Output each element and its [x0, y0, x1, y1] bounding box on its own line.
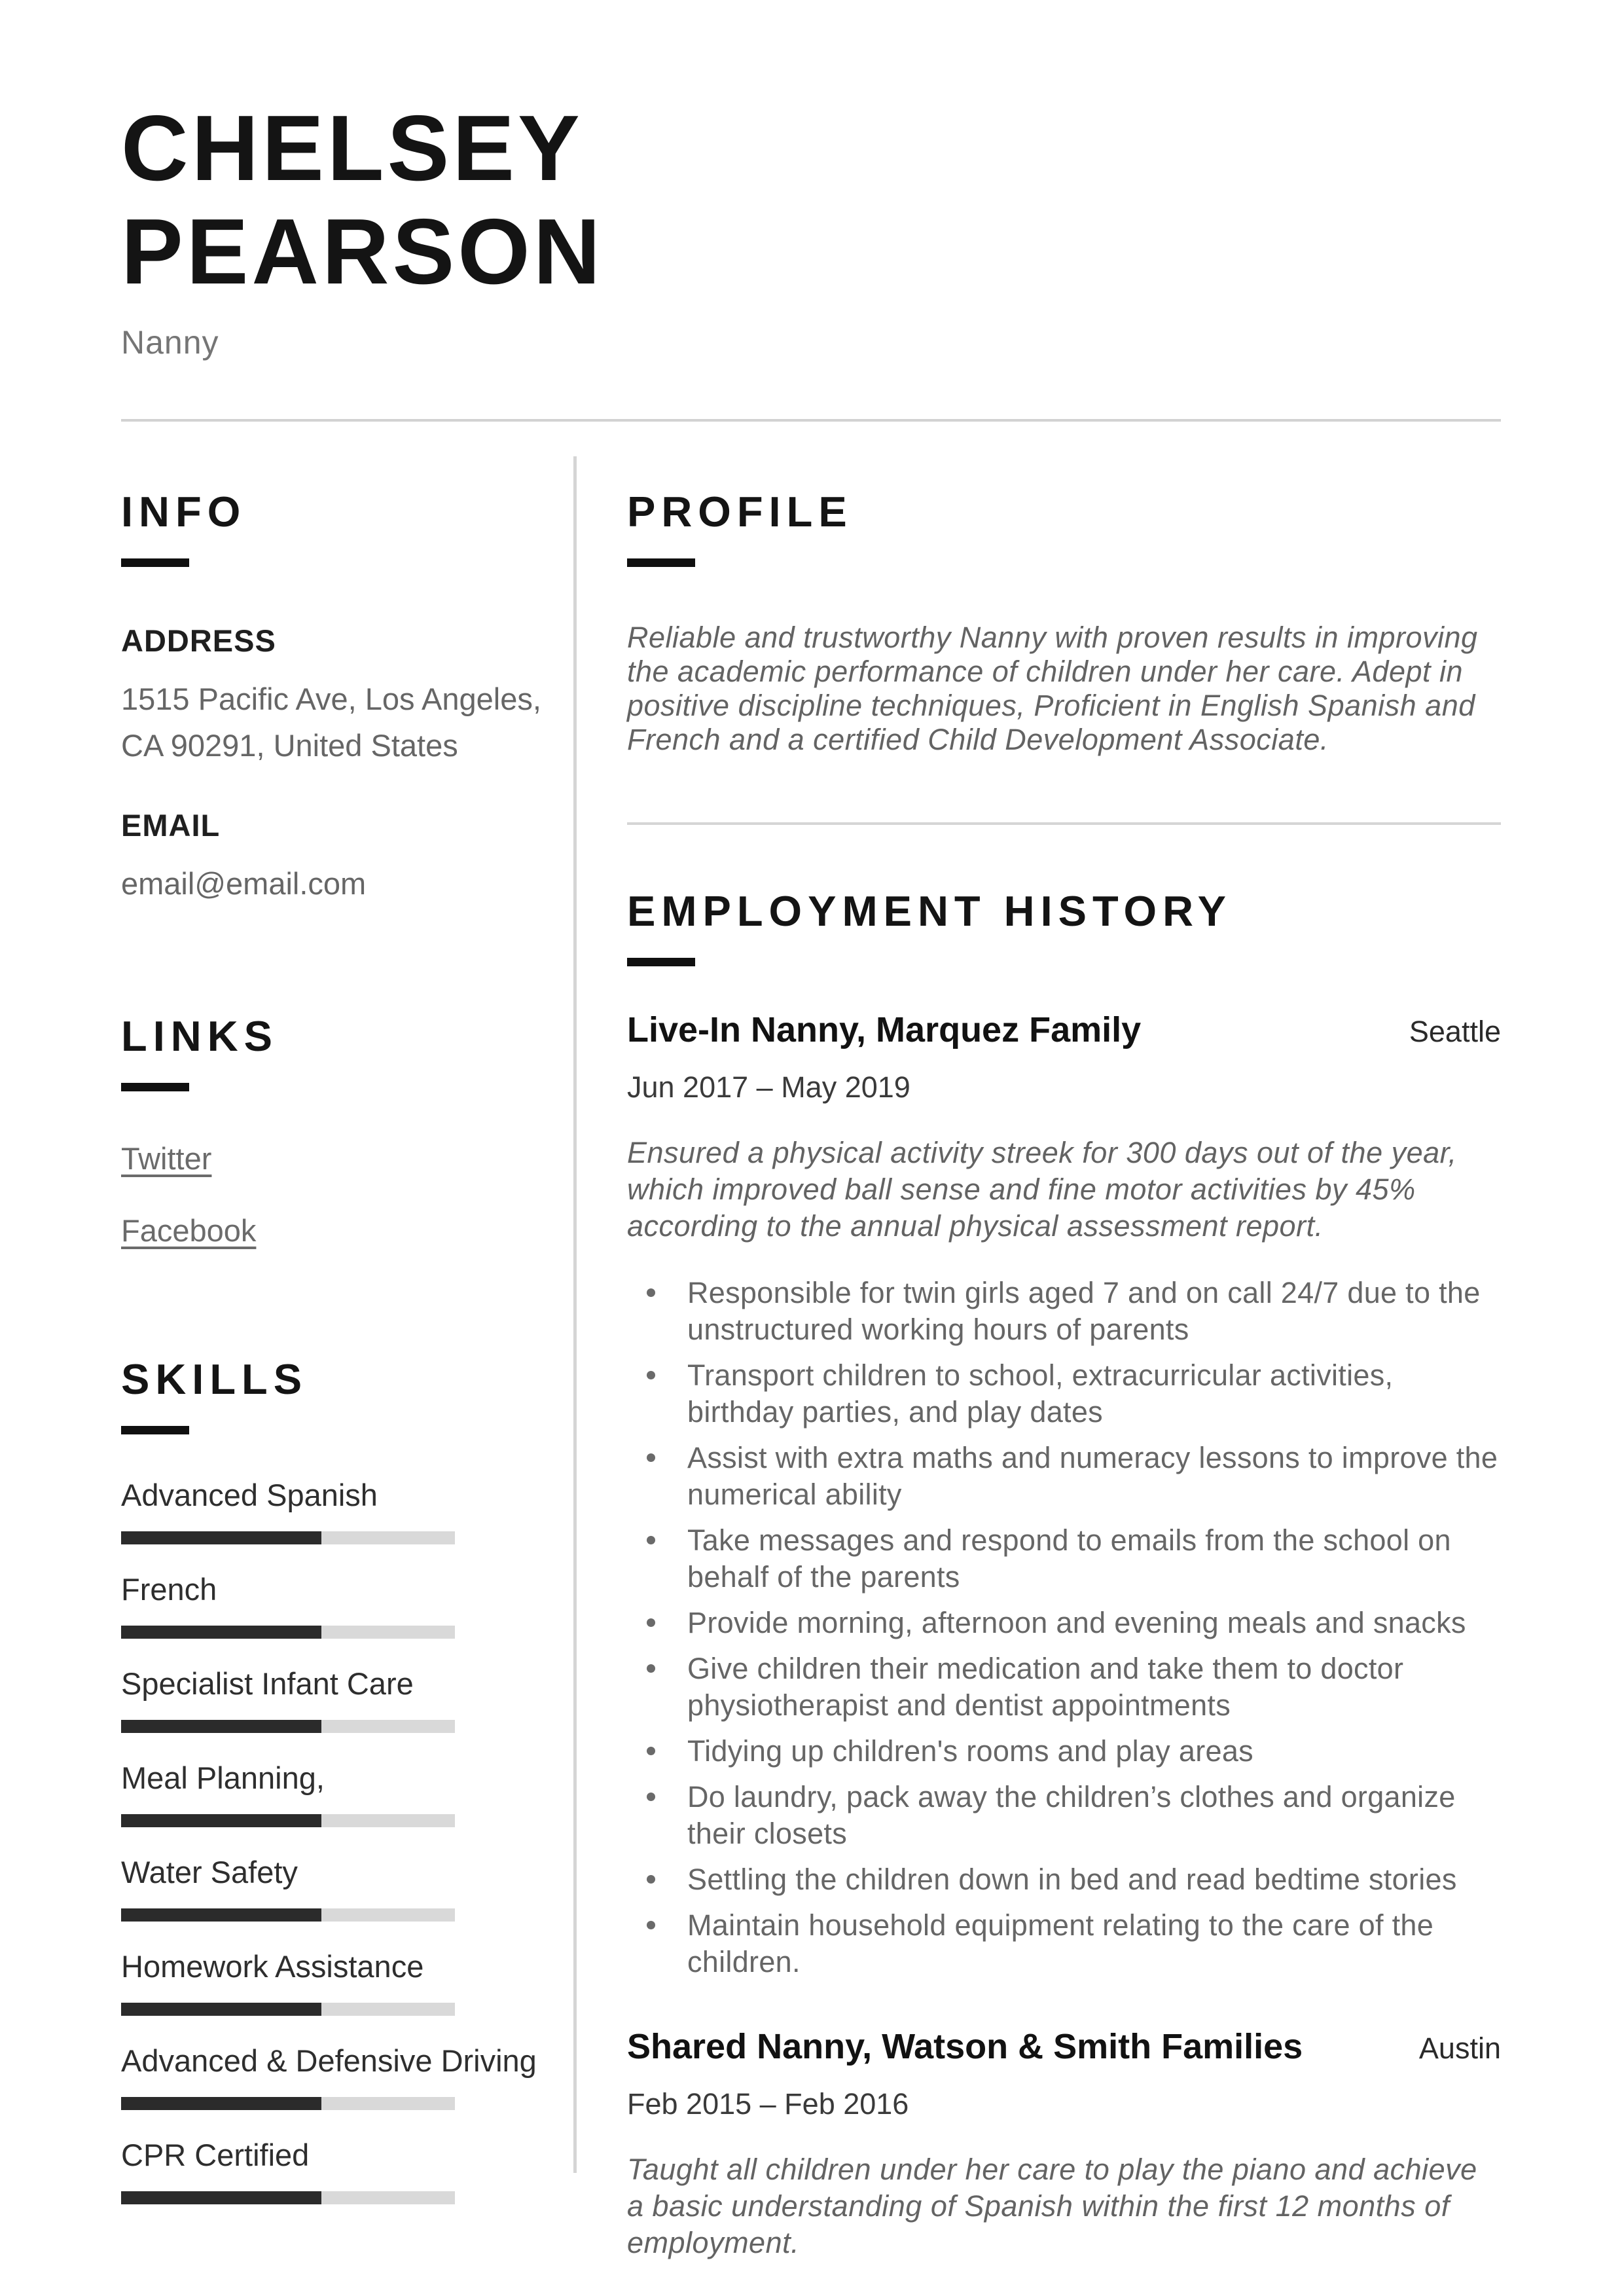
info-section [121, 487, 543, 907]
email-label: EMAIL [121, 808, 221, 843]
skill-gauge-track [121, 1626, 455, 1639]
skills-list [121, 1476, 543, 2204]
job-bullet: Responsible for twin girls aged 7 and on call 24/7 due to the unstructured working hours of parents [627, 1275, 1501, 1348]
skill-label: Homework Assistance [121, 1949, 424, 1984]
skill-item [121, 2136, 543, 2204]
skill-item [121, 1948, 543, 2016]
skill-gauge-track [121, 1531, 455, 1544]
job-bullet: Assist with extra maths and numeracy lessons to improve the numerical ability [627, 1440, 1501, 1513]
section-divider [627, 822, 1501, 825]
info-heading: INFO [121, 488, 247, 536]
skill-gauge-fill [121, 1626, 321, 1639]
skill-gauge-track [121, 2191, 455, 2204]
skill-gauge-track [121, 1720, 455, 1733]
address-value [121, 676, 543, 769]
skill-label: Advanced & Defensive Driving [121, 2043, 537, 2078]
skill-label: French [121, 1572, 217, 1607]
job-bullet: Provide morning, afternoon and evening meals and snacks [627, 1605, 1501, 1641]
address-line1: 1515 Pacific Ave, Los Angeles, [121, 682, 541, 716]
job-bullet-list [627, 1275, 1501, 1980]
employment-heading-underline [627, 958, 695, 966]
job-entry [627, 2026, 1501, 2261]
skill-gauge-track [121, 1908, 455, 1922]
job-bullet: Maintain household equipment relating to the care of the children. [627, 1907, 1501, 1980]
job-dates: Jun 2017 – May 2019 [627, 1070, 910, 1104]
job-bullet: Do laundry, pack away the children’s clothes and organize their closets [627, 1779, 1501, 1852]
skill-label: CPR Certified [121, 2138, 310, 2172]
links-section [121, 1011, 543, 1250]
skill-gauge-track [121, 2097, 455, 2110]
info-heading-underline [121, 558, 189, 567]
skill-gauge-fill [121, 1720, 321, 1733]
link-item [121, 1140, 543, 1178]
skill-item [121, 1571, 543, 1639]
skill-gauge-fill [121, 1908, 321, 1922]
social-link[interactable]: Twitter [121, 1141, 212, 1176]
job-bullet: Tidying up children's rooms and play areas [627, 1733, 1501, 1770]
skill-item [121, 1665, 543, 1733]
skill-gauge-track [121, 2003, 455, 2016]
job-bullet: Give children their medication and take them to doctor physiotherapist and dentist appointments [627, 1650, 1501, 1724]
jobs-list [627, 1010, 1501, 2261]
job-location: Austin [1418, 2032, 1501, 2065]
skill-label: Water Safety [121, 1855, 298, 1889]
skill-item [121, 1853, 543, 1922]
skill-item [121, 1476, 543, 1544]
name [121, 97, 1501, 304]
skill-gauge-fill [121, 1531, 321, 1544]
skill-item [121, 1759, 543, 1827]
job-bullet: Settling the children down in bed and read bedtime stories [627, 1861, 1501, 1898]
profile-heading: PROFILE [627, 488, 853, 536]
job-title: Live-In Nanny, Marquez Family [627, 1010, 1142, 1049]
job-location: Seattle [1409, 1015, 1501, 1048]
profile-heading-underline [627, 558, 695, 567]
skill-label: Specialist Infant Care [121, 1666, 414, 1701]
skill-label: Advanced Spanish [121, 1478, 378, 1512]
profile-text: Reliable and trustworthy Nanny with proven results in improving the academic performance of children under her care. Adept in positive discipline techniques, Proficient in English Spanish and French and a certified Child Development Associate. [627, 621, 1478, 756]
name-line2: PEARSON [121, 200, 604, 304]
links-heading-underline [121, 1083, 189, 1091]
skills-heading: SKILLS [121, 1355, 308, 1403]
skill-item [121, 2042, 543, 2110]
skills-heading-underline [121, 1426, 189, 1434]
name-line1: CHELSEY [121, 96, 583, 200]
skill-gauge-track [121, 1814, 455, 1827]
skills-section [121, 1355, 543, 2204]
skill-gauge-fill [121, 2003, 321, 2016]
job-summary: Ensured a physical activity streek for 300 days out of the year, which improved ball sense and fine motor activities by 45% according to the annual physical assessment report. [627, 1136, 1457, 1243]
employment-section [627, 886, 1501, 2261]
job-title-row [627, 2026, 1501, 2069]
job-summary: Taught all children under her care to play the piano and achieve a basic understanding of Spanish within the first 12 months of employment. [627, 2153, 1477, 2259]
job-dates: Feb 2015 – Feb 2016 [627, 2087, 909, 2121]
skill-gauge-fill [121, 2097, 321, 2110]
address-line2: CA 90291, United States [121, 728, 458, 763]
links-heading: LINKS [121, 1012, 278, 1060]
job-title-row [627, 1010, 1501, 1052]
columns [121, 422, 1501, 2296]
social-link[interactable]: Facebook [121, 1213, 257, 1248]
job-bullet: Take messages and respond to emails from the school on behalf of the parents [627, 1522, 1501, 1595]
job-title: Shared Nanny, Watson & Smith Families [627, 2027, 1303, 2066]
email-value: email@email.com [121, 866, 367, 901]
job-entry [627, 1010, 1501, 1980]
address-label: ADDRESS [121, 623, 276, 658]
job-title-subtitle: Nanny [121, 324, 219, 361]
header [121, 0, 1501, 361]
profile-section [627, 487, 1501, 757]
sidebar [121, 422, 573, 2296]
main-column [573, 422, 1501, 2296]
skill-gauge-fill [121, 2191, 321, 2204]
skill-gauge-fill [121, 1814, 321, 1827]
links-list [121, 1140, 543, 1250]
employment-heading: EMPLOYMENT HISTORY [627, 887, 1233, 935]
link-item [121, 1212, 543, 1250]
job-bullet: Transport children to school, extracurricular activities, birthday parties, and play dates [627, 1357, 1501, 1430]
skill-label: Meal Planning, [121, 1760, 325, 1795]
